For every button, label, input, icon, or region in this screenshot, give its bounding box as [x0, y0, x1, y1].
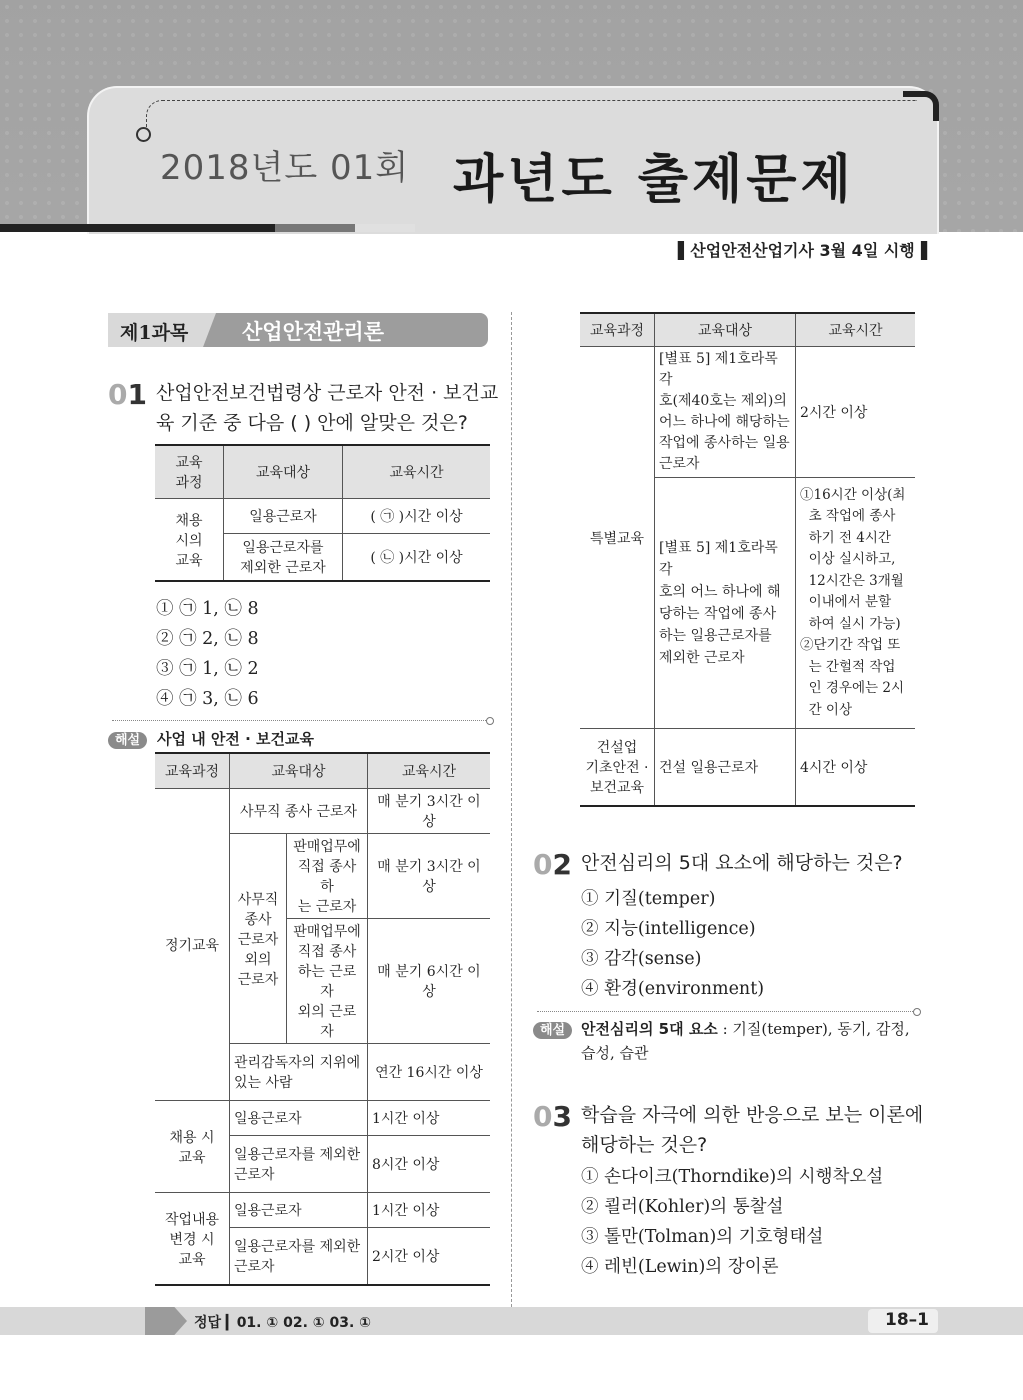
q2-explanation: 안전심리의 5대 요소 : 기질(temper), 동기, 감정, 습성, 습관: [581, 1020, 910, 1062]
exam-info: ▌산업안전산업기사 3월 4일 시행▐: [678, 241, 928, 260]
question-1-text: 산업안전보건법령상 근로자 안전 · 보건교 육 기준 중 다음 ( ) 안에 알맞은 것은?: [156, 382, 499, 434]
choice-2[interactable]: ② 쾰러(Kohler)의 통찰설: [581, 1197, 784, 1217]
edu-change-other-time: 2시간 이상: [368, 1228, 491, 1286]
q1-r2-time: ( ㉡ )시간 이상: [343, 534, 491, 582]
explain-title: 사업 내 안전 · 보건교육: [157, 730, 314, 748]
choice-3[interactable]: ③ 톨만(Tolman)의 기호형태설: [581, 1227, 824, 1247]
question-number-2: 02: [533, 848, 572, 881]
subject-number: 제1과목: [120, 322, 189, 344]
explain-dot: [913, 1008, 921, 1016]
q1-r1-target: 일용근로자: [224, 499, 343, 534]
edu-office: 사무직 종사 근로자: [230, 789, 368, 834]
edu-hire-other-time: 8시간 이상: [368, 1136, 491, 1193]
q1-header-target: 교육대상: [224, 445, 343, 499]
special-s2-time: ①16시간 이상(최 초 작업에 종사 하기 전 4시간 이상 실시하고, 12시간은 3개월 이내에서 분할 하여 실시 가능) ②단기간 작업 또 는 간헐적 작업 인 경우에는 2시 간 이상: [796, 478, 916, 729]
choice-4[interactable]: ④ ㉠ 3, ㉡ 6: [156, 689, 259, 709]
q3-choices: [581, 1162, 883, 1282]
q1-choices: [156, 594, 259, 714]
edu-sales: 판매업무에 직접 종사하 는 근로자: [287, 834, 368, 919]
decorative-corner: [903, 91, 939, 121]
decorative-dashed-line: [146, 100, 917, 131]
edu-sales-time: 매 분기 3시간 이상: [368, 834, 491, 919]
edu-manager: 관리감독자의 지위에 있는 사람: [230, 1044, 368, 1101]
edu-header-target: 교육대상: [230, 753, 368, 789]
explain-line: [112, 720, 486, 721]
explain-tag: 해설: [533, 1019, 572, 1038]
question-3-text: 학습을 자극에 의한 반응으로 보는 이론에 해당하는 것은?: [581, 1104, 924, 1156]
edu-hire-other: 일용근로자를 제외한 근로자: [230, 1136, 368, 1193]
edu-office-time: 매 분기 3시간 이상: [368, 789, 491, 834]
explain-line: [537, 1011, 913, 1012]
choice-1[interactable]: ① ㉠ 1, ㉡ 8: [156, 599, 259, 619]
special-construct: 건설업 기초안전 · 보건교육: [580, 729, 655, 807]
q2-choices: [581, 884, 764, 1004]
edu-non-office: 사무직 종사 근로자 외의 근로자: [230, 834, 287, 1044]
question-number-3: 03: [533, 1100, 572, 1133]
edu-header-course: 교육과정: [155, 753, 230, 789]
q1-r1-time: ( ㉠ )시간 이상: [343, 499, 491, 534]
explain-dot: [486, 717, 494, 725]
special-construct-target: 건설 일용근로자: [655, 729, 796, 807]
special-s1-target: [별표 5] 제1호라목 각 호(제40호는 제외)의 어느 하나에 해당하는 작업에 종사하는 일용 근로자: [655, 347, 796, 478]
edu-change-daily-time: 1시간 이상: [368, 1193, 491, 1228]
decorative-ring: [136, 127, 151, 142]
special-header-target: 교육대상: [655, 313, 796, 347]
edu-hire-daily-time: 1시간 이상: [368, 1101, 491, 1136]
choice-4[interactable]: ④ 레빈(Lewin)의 장이론: [581, 1257, 779, 1277]
edu-header-time: 교육시간: [368, 753, 491, 789]
edu-hire-daily: 일용근로자: [230, 1101, 368, 1136]
edu-regular: 정기교육: [155, 789, 230, 1101]
edu-change-other: 일용근로자를 제외한 근로자: [230, 1228, 368, 1286]
header-strip: [275, 224, 355, 232]
subject-name: 산업안전관리론: [242, 320, 385, 344]
edu-non-sales-time: 매 분기 6시간 이상: [368, 919, 491, 1044]
special-course: 특별교육: [580, 347, 655, 729]
explain-tag: 해설: [108, 729, 147, 748]
choice-2[interactable]: ② 지능(intelligence): [581, 919, 756, 939]
header-strip: [0, 224, 275, 232]
edu-table: [155, 752, 490, 1286]
page-title: 과년도 출제문제: [453, 150, 855, 210]
q1-header-course: 교육 과정: [155, 445, 224, 499]
page-number: 18–1: [885, 1310, 929, 1330]
edu-non-sales: 판매업무에 직접 종사 하는 근로자 외의 근로자: [287, 919, 368, 1044]
edu-manager-time: 연간 16시간 이상: [368, 1044, 491, 1101]
choice-3[interactable]: ③ ㉠ 1, ㉡ 2: [156, 659, 259, 679]
column-divider: [511, 312, 512, 1307]
year-session: 2018년도 01회: [160, 148, 410, 188]
question-number-1: 01: [108, 378, 147, 411]
q1-table: [155, 444, 490, 582]
special-construct-time: 4시간 이상: [796, 729, 916, 807]
question-2-text: 안전심리의 5대 요소에 해당하는 것은?: [581, 852, 903, 874]
special-header-course: 교육과정: [580, 313, 655, 347]
answer-key: 정답 ▎01. ① 02. ① 03. ①: [194, 1315, 372, 1331]
special-s1-time: 2시간 이상: [796, 347, 916, 478]
choice-1[interactable]: ① 기질(temper): [581, 889, 716, 909]
header-strip: [355, 224, 415, 232]
edu-change: 작업내용 변경 시 교육: [155, 1193, 230, 1286]
choice-1[interactable]: ① 손다이크(Thorndike)의 시행착오설: [581, 1167, 884, 1187]
choice-2[interactable]: ② ㉠ 2, ㉡ 8: [156, 629, 259, 649]
edu-hire: 채용 시 교육: [155, 1101, 230, 1193]
special-table: [580, 312, 915, 807]
choice-4[interactable]: ④ 환경(environment): [581, 979, 765, 999]
q1-course: 채용 시의 교육: [155, 499, 224, 582]
q1-header-time: 교육시간: [343, 445, 491, 499]
edu-change-daily: 일용근로자: [230, 1193, 368, 1228]
special-header-time: 교육시간: [796, 313, 916, 347]
special-s2-target: [별표 5] 제1호라목 각 호의 어느 하나에 해 당하는 작업에 종사 하는 일용근로자를 제외한 근로자: [655, 478, 796, 729]
q1-r2-target: 일용근로자를 제외한 근로자: [224, 534, 343, 582]
choice-3[interactable]: ③ 감각(sense): [581, 949, 702, 969]
